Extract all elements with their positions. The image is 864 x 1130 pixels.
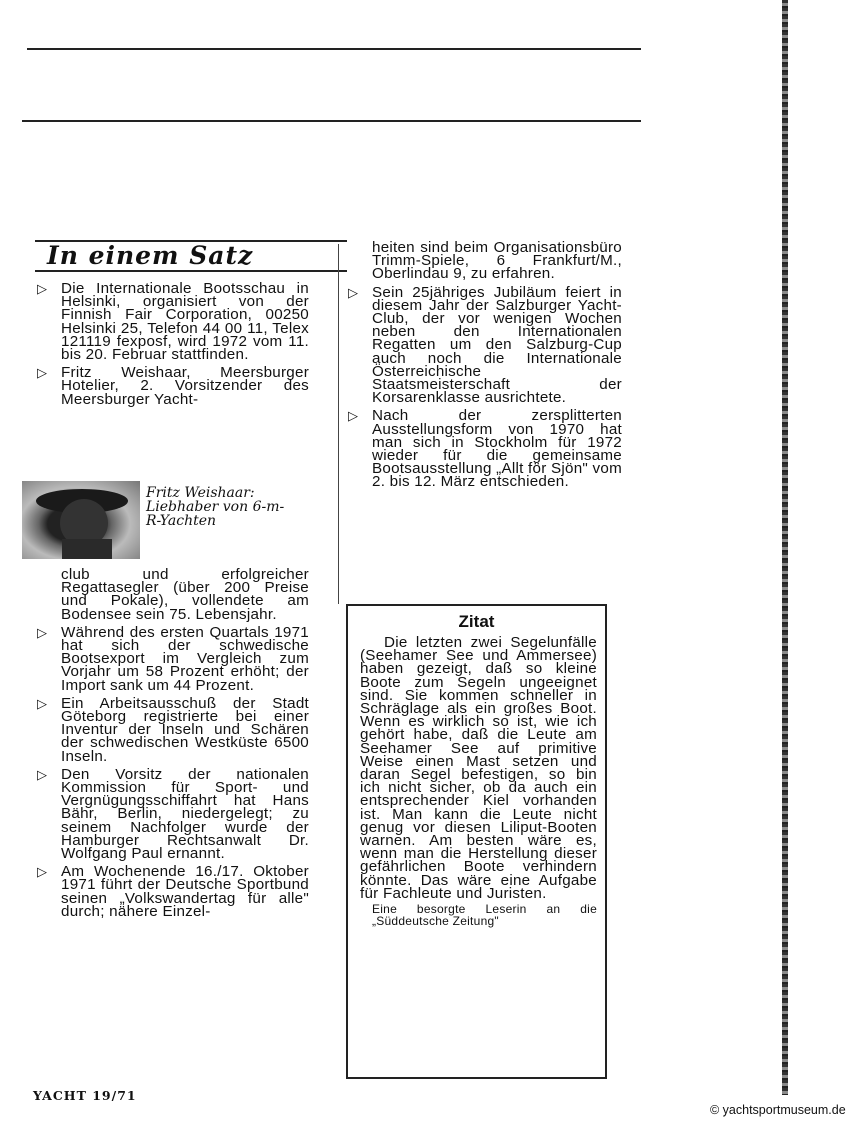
news-item-export: ▷ Während des ersten Quartals 1971 hat sich der schwedische Bootsexport im Vergleich zum Vorjahr um 58 Prozent erhöht; der Import sank um 44 Prozent.	[35, 626, 309, 692]
news-item-helsinki: ▷ Die Internationale Bootsschau in Helsinki, organisiert von der Finnish Fair Corporation, 00250 Helsinki 25, Telefon 44 00 11, Telex 121119 fexposf, wird 1972 vom 11. bis 20. Februar stattfinden.	[35, 282, 309, 361]
news-item-kommission: ▷ Den Vorsitz der nationalen Kommission für Sport- und Vergnügungsschiffahrt hat Hans Bähr, Berlin, niedergelegt; zu seinem Nachfolger wurde der Hamburger Rechtsanwalt Dr. Wolfgang Paul ernannt.	[35, 768, 309, 860]
news-item-weishaar-cont: club und erfolgreicher Regattasegler (über 200 Preise und Pokale), vollendete am Bodensee sein 75. Lebensjahr.	[61, 566, 309, 623]
page-edge	[828, 0, 864, 1130]
news-item-volkswandertag: ▷ Am Wochenende 16./17. Oktober 1971 führt der Deutsche Sportbund seinen „Volkswandertag für alle" durch; nähere Einzel-	[35, 865, 309, 918]
left-column-lower	[35, 568, 309, 923]
right-column	[346, 241, 622, 494]
portrait-photo-icon	[22, 481, 140, 559]
copyright-credit: © yachtsportmuseum.de	[710, 1103, 846, 1117]
quote-title: Zitat	[458, 612, 495, 631]
top-rule	[27, 48, 641, 50]
issue-footer: YACHT 19/71	[33, 1088, 137, 1103]
quote-text	[360, 636, 597, 927]
news-item-weishaar: ▷ Fritz Weishaar, Meersburger Hotelier, 2. Vorsitzender des Meersburger Yacht-	[35, 366, 309, 406]
news-item-goeteborg: ▷ Ein Arbeitsausschuß der Stadt Göteborg registrierte bei einer Inventur der Inseln und Schären der schwedischen Westküste 6500 Inseln.	[35, 697, 309, 763]
left-column	[35, 282, 309, 411]
news-item-volkswandertag-cont: heiten sind beim Organisationsbüro Trimm-Spiele, 6 Frankfurt/M., Oberlindau 9, zu erfahren.	[372, 239, 622, 283]
news-item-stockholm: ▷ Nach der zersplitterten Ausstellungsform von 1970 hat man sich in Stockholm für 1972 wieder für die gemeinsame Bootsausstellung „Allt för Sjön" vom 2. bis 12. März entschieden.	[346, 409, 622, 488]
quote-body: Die letzten zwei Segelunfälle (Seehamer See und Ammersee) haben gezeigt, daß so kleine Boote zum Segeln ungeeignet sind. Sie kommen schneller in Schräglage als ein großes Boot. Wenn es wirklich so ist, wie ich gehört habe, daß die Leute am Seehamer See auf primitive Weise einen Mast setzen und daran Segel befestigen, so bin ich nicht sicher, ob da auch ein entsprechender Kiel vorhanden ist. Man kann die Leute nicht genug vor diesen Liliput-Booten warnen. Am besten wäre es, wenn man die Herstellung dieser gefährlichen Boote verhindern könnte. Das wäre eine Aufgabe für Fachleute und Juristen.	[360, 634, 597, 902]
photo-caption: Fritz Weishaar: Liebhaber von 6-m-R-Yachten	[146, 485, 285, 529]
column-divider	[338, 244, 339, 604]
second-rule	[22, 120, 641, 122]
quote-source: Eine besorgte Leserin an die „Süddeutsche Zeitung"	[372, 902, 597, 928]
portrait-photo	[22, 481, 140, 559]
news-item-salzburg: ▷ Sein 25jähriges Jubiläum feiert in diesem Jahr der Salzburger Yacht-Club, der vor wenigen Wochen neben den Internationalen Regatten um den Salzburg-Cup auch noch die Internationale Österreichische Staatsmeisterschaft der Korsarenklasse ausrichtete.	[346, 286, 622, 405]
section-title: In einem Satz	[35, 240, 347, 272]
page-binding-edge	[782, 0, 788, 1095]
